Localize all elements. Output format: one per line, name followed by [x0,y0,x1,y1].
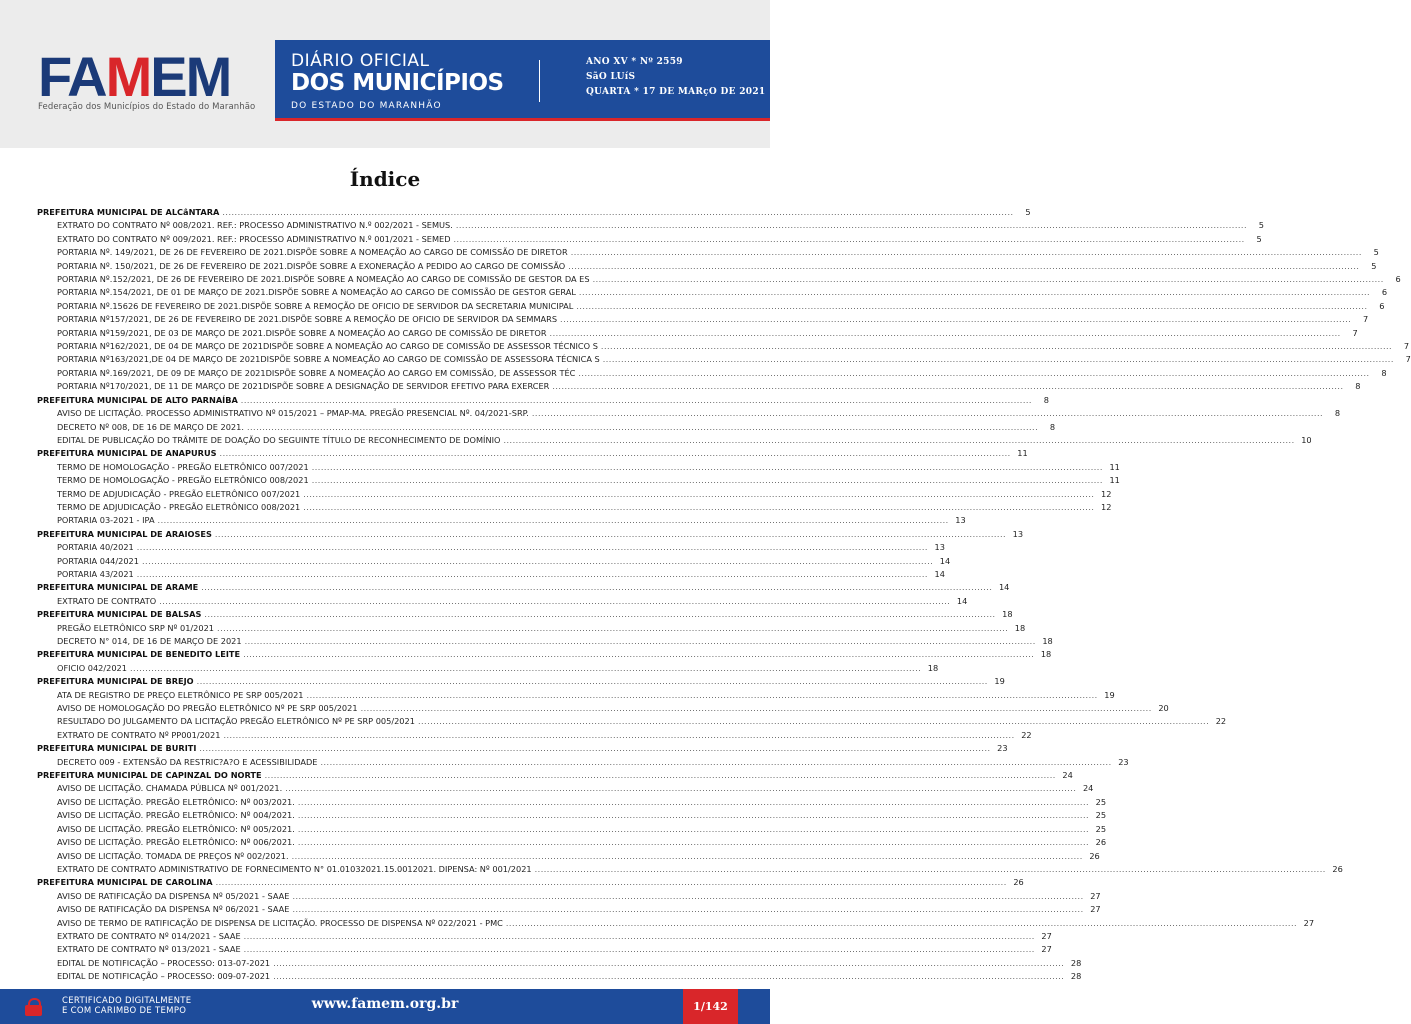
toc-entry-title: TERMO DE HOMOLOGAÇÃO - PREGÃO ELETRÔNICO 007/2021 [57,461,309,472]
dot-leader: .................................................................................................................................................................................................................................................................... [303,489,1095,499]
toc-entry[interactable] [37,635,1053,648]
toc-entry[interactable] [37,273,1401,286]
toc-page-number: 18 [1014,622,1026,633]
dot-leader: .................................................................................................................................................................................................................................................................... [292,905,1084,915]
toc-entry-title: DECRETO 009 - EXTENSÃO DA RESTRIC?A?O E ACESSIBILIDADE [57,756,318,767]
toc-entry[interactable] [37,823,1107,836]
edition-number: ANO XV * Nº 2559 [586,57,683,67]
toc-entry[interactable] [37,246,1379,259]
toc-page-number: 14 [934,568,945,579]
toc-entry[interactable] [37,890,1101,903]
toc-entry-title: RESULTADO DO JULGAMENTO DA LICITAÇÃO PREGÃO ELETRÔNICO Nº PE SRP 005/2021 [57,716,415,727]
dot-leader: .................................................................................................................................................................................................................................................................... [215,878,1007,888]
toc-entry-title: ATA DE REGISTRO DE PREÇO ELETRÔNICO PE SRP 005/2021 [57,689,304,700]
toc-page-number: 7 [1403,341,1410,352]
dot-leader: .................................................................................................................................................................................................................................................................... [244,637,1036,646]
toc-page-number: 8 [1049,421,1056,432]
toc-section-heading[interactable] [37,206,1031,219]
toc-entry-title: PORTARIA Nº.169/2021, DE 09 DE MARÇO DE 2021DISPÕE SOBRE A NOMEAÇÃO AO CARGO EM COMISSÃO, DE ASSESSOR TÉC [57,367,576,378]
toc-page-number: 18 [1002,609,1013,620]
toc-page-number: 7 [1352,327,1358,338]
toc-entry[interactable] [37,957,1082,970]
dot-leader: .................................................................................................................................................................................................................................................................... [455,221,1247,231]
toc-page-number: 5 [1025,207,1031,217]
toc-entry-title: EXTRATO DE CONTRATO [57,595,157,606]
toc-entry-title: EXTRATO DO CONTRATO Nº 008/2021. REF.: PROCESSO ADMINISTRATIVO N.º 002/2021 - SEMUS. [57,220,453,231]
toc-entry-title: PORTARIA 43/2021 [57,568,134,579]
dot-leader: .................................................................................................................................................................................................................................................................... [243,945,1035,955]
toc-page-number: 11 [1109,475,1120,486]
website-link[interactable]: www.famem.org.br [311,996,459,1012]
toc-entry[interactable] [37,850,1100,863]
toc-entry-title: PREFEITURA MUNICIPAL DE CAPINZAL DO NORTE [37,770,262,781]
logo-wordmark: FAMEM [38,45,231,108]
toc-page-number: 13 [955,515,966,526]
cert-line1: CERTIFICADO DIGITALMENTE [62,996,192,1006]
toc-entry-title: PORTARIA Nº.152/2021, DE 26 DE FEVEREIRO DE 2021.DISPÕE SOBRE A NOMEAÇÃO AO CARGO DE COMISSÃO DE GESTOR DA ES [57,274,590,285]
toc-page-number: 5 [1258,220,1264,231]
toc-page-number: 18 [1042,636,1053,646]
toc-page-number: 27 [1303,917,1315,928]
dot-leader: .................................................................................................................................................................................................................................................................... [560,315,1352,325]
dot-leader: .................................................................................................................................................................................................................................................................... [297,797,1090,807]
toc-entry-title: PREFEITURA MUNICIPAL DE BREJO [37,676,194,687]
toc-entry-title: EDITAL DE NOTIFICAÇÃO – PROCESSO: 009-07-2021 [57,971,271,982]
toc-entry[interactable] [37,340,1410,353]
toc-entry[interactable] [37,662,939,675]
toc-entry-title: AVISO DE RATIFICAÇÃO DA DISPENSA Nº 06/2021 - SAAE [57,904,290,915]
toc-page-number: 27 [1090,904,1101,915]
toc-section-heading[interactable] [37,742,1008,755]
toc-entry[interactable] [37,796,1107,809]
toc-entry[interactable] [37,715,1227,728]
toc-entry[interactable] [37,541,945,554]
toc-entry[interactable] [37,903,1101,916]
dot-leader: .................................................................................................................................................................................................................................................................... [157,516,949,526]
toc-entry[interactable] [37,367,1387,380]
dot-leader: .................................................................................................................................................................................................................................................................... [552,382,1344,392]
dot-leader: .................................................................................................................................................................................................................................................................... [159,596,951,606]
toc-entry-title: TERMO DE ADJUDICAÇÃO - PREGÃO ELETRÔNICO 008/2021 [57,501,301,512]
toc-entry-title: AVISO DE LICITAÇÃO. PREGÃO ELETRÔNICO: Nº 006/2021. [57,837,295,848]
toc-entry-title: PREFEITURA MUNICIPAL DE BURITI [37,743,197,754]
toc-page-number: 12 [1101,488,1112,499]
dot-leader: .................................................................................................................................................................................................................................................................... [240,395,1032,405]
dot-leader: .................................................................................................................................................................................................................................................................... [505,918,1298,928]
page-title: Índice [349,167,421,191]
dot-leader: .................................................................................................................................................................................................................................................................... [592,275,1384,285]
dot-leader: .................................................................................................................................................................................................................................................................... [311,476,1103,486]
toc-entry[interactable] [37,514,966,527]
toc-entry[interactable] [37,407,1341,420]
toc-entry-title: DECRETO Nº 008, DE 16 DE MARÇO DE 2021. [57,421,244,432]
toc-entry-title: AVISO DE LICITAÇÃO. PREGÃO ELETRÔNICO: Nº 005/2021. [57,823,295,834]
toc-entry-title: PORTARIA Nº. 150/2021, DE 26 DE FEVEREIRO DE 2021.DISPÕE SOBRE A EXONERAÇÃO A PEDIDO AO CARGO DE COMISSÃO [57,260,566,271]
toc-entry[interactable] [37,756,1129,769]
dot-leader: .................................................................................................................................................................................................................................................................... [600,342,1393,352]
toc-entry[interactable] [37,233,1262,246]
toc-page-number: 24 [1062,770,1073,781]
toc-entry-title: EXTRATO DO CONTRATO Nº 009/2021. REF.: PROCESSO ADMINISTRATIVO N.º 001/2021 - SEMED [57,233,451,244]
toc-section-heading[interactable] [37,675,1005,688]
toc-entry-title: PREFEITURA MUNICIPAL DE CAROLINA [37,877,213,888]
toc-entry-title: PORTARIA Nº170/2021, DE 11 DE MARÇO DE 2021DISPÕE SOBRE A DESIGNAÇÃO DE SERVIDOR EFETIVO PARA EXERCER [57,381,550,392]
toc-entry-title: EXTRATO DE CONTRATO Nº PP001/2021 [57,729,221,740]
toc-page-number: 8 [1334,408,1341,419]
toc-page-number: 12 [1101,501,1112,512]
toc-entry[interactable] [37,917,1315,930]
dot-leader: .................................................................................................................................................................................................................................................................... [297,824,1090,834]
banner-red-stripe [275,118,770,121]
toc-page-number: 23 [997,743,1008,754]
toc-page-number: 25 [1095,796,1107,807]
toc-entry-title: PORTARIA 044/2021 [57,555,139,566]
toc-entry[interactable] [37,260,1377,273]
dot-leader: .................................................................................................................................................................................................................................................................... [578,288,1371,298]
dot-leader: .................................................................................................................................................................................................................................................................... [549,328,1341,338]
toc-entry[interactable] [37,622,1026,635]
toc-entry-title: PREFEITURA MUNICIPAL DE ALTO PARNAÍBA [37,394,238,405]
dot-leader: .................................................................................................................................................................................................................................................................... [273,958,1065,968]
banner-divider [539,60,540,102]
dot-leader: .................................................................................................................................................................................................................................................................... [570,248,1362,258]
toc-section-heading[interactable] [37,528,1024,541]
toc-page-number: 10 [1301,434,1312,445]
toc-page-number: 20 [1158,703,1169,714]
toc-entry[interactable] [37,555,951,568]
toc-entry[interactable] [37,286,1388,299]
toc-entry-title: PREGÃO ELETRÔNICO SRP Nº 01/2021 [57,622,215,633]
toc-entry-title: PORTARIA Nº162/2021, DE 04 DE MARÇO DE 2021DISPÕE SOBRE A NOMEAÇÃO AO CARGO DE COMISSÃO DE ASSESSOR TÉCNICO S [57,341,598,352]
toc-page-number: 14 [956,595,968,606]
masthead [0,0,770,148]
dot-leader: .................................................................................................................................................................................................................................................................... [417,717,1210,727]
footer-bar [0,989,770,1024]
toc-page-number: 27 [1041,944,1052,955]
toc-entry[interactable] [37,782,1094,795]
dot-leader: .................................................................................................................................................................................................................................................................... [576,301,1368,311]
toc-entry[interactable] [37,421,1056,434]
toc-page-number: 19 [994,676,1005,687]
toc-entry[interactable] [37,219,1264,232]
banner-line1: DIÁRIO OFICIAL [291,51,430,71]
toc-entry-title: PORTARIA Nº.15626 DE FEVEREIRO DE 2021.DISPÕE SOBRE A REMOÇÃO DE OFICIO DE SERVIDOR DA SECRETARIA MUNICIPAL [57,300,574,311]
toc-entry-title: PREFEITURA MUNICIPAL DE ARAIOSES [37,528,212,539]
dot-leader: .................................................................................................................................................................................................................................................................... [136,569,928,579]
toc-page-number: 11 [1109,461,1120,472]
toc-entry-title: EDITAL DE NOTIFICAÇÃO – PROCESSO: 013-07-2021 [57,957,271,968]
toc-section-heading[interactable] [37,769,1073,782]
dot-leader: .................................................................................................................................................................................................................................................................... [141,556,934,566]
toc-entry[interactable] [37,943,1052,956]
toc-entry-title: AVISO DE LICITAÇÃO. TOMADA DE PREÇOS Nº 002/2021. [57,850,289,861]
toc-page-number: 13 [1012,528,1024,539]
cert-line2: E COM CARIMBO DE TEMPO [62,1006,187,1016]
dot-leader: .................................................................................................................................................................................................................................................................... [453,234,1245,244]
toc-entry-title: PREFEITURA MUNICIPAL DE ARAME [37,582,199,593]
toc-entry-title: PORTARIA Nº157/2021, DE 26 DE FEVEREIRO DE 2021.DISPÕE SOBRE A REMOÇÃO DE OFICIO DE SERVIDOR DA SEMMARS [57,314,558,325]
toc-page-number: 8 [1043,394,1049,405]
toc-page-number: 27 [1041,930,1052,941]
toc-entry-title: AVISO DE TERMO DE RATIFICAÇÃO DE DISPENSA DE LICITAÇÃO. PROCESSO DE DISPENSA Nº 022/2021 - PMC [57,917,503,928]
toc-entry[interactable] [37,300,1385,313]
toc-page-number: 6 [1381,287,1388,298]
toc-entry-title: PREFEITURA MUNICIPAL DE BALSAS [37,609,202,620]
dot-leader: .................................................................................................................................................................................................................................................................... [136,543,928,553]
toc-entry-title: DECRETO N° 014, DE 16 DE MARÇO DE 2021 [57,636,242,646]
toc-page-number: 26 [1013,877,1024,888]
toc-entry[interactable] [37,568,945,581]
toc-entry[interactable] [37,313,1369,326]
dot-leader: .................................................................................................................................................................................................................................................................... [129,663,922,673]
toc-entry[interactable] [37,434,1312,447]
banner-line2: DOS MUNICÍPIOS [291,70,504,96]
toc-entry[interactable] [37,809,1107,822]
edition-city: SãO LUíS [586,72,636,82]
toc-entry-title: PORTARIA Nº163/2021,DE 04 DE MARÇO DE 2021DISPÕE SOBRE A NOMEAÇÃO AO CARGO DE COMISSÃO DE ASSESSORA TÉCNICA S [57,354,600,365]
toc-page-number: 8 [1355,381,1361,392]
dot-leader: .................................................................................................................................................................................................................................................................... [306,690,1098,700]
toc-page-number: 27 [1090,890,1101,901]
toc-page-number: 5 [1371,260,1377,271]
toc-entry-title: PORTARIA Nº.154/2021, DE 01 DE MARÇO DE 2021.DISPÕE SOBRE A NOMEAÇÃO AO CARGO DE COMISSÃO DE GESTOR GERAL [57,287,576,298]
toc-entry-title: PREFEITURA MUNICIPAL DE ANAPURUS [37,448,217,459]
dot-leader: .................................................................................................................................................................................................................................................................... [214,529,1007,539]
toc-entry[interactable] [37,327,1358,340]
toc-entry[interactable] [37,702,1169,715]
toc-entry-title: EDITAL DE PUBLICAÇÃO DO TRÂMITE DE DOAÇÃO DO SEGUINTE TÍTULO DE RECONHECIMENTO DE DOMÍNIO [57,434,501,445]
table-of-contents [37,206,1411,984]
toc-entry[interactable] [37,836,1107,849]
toc-entry-title: AVISO DE LICITAÇÃO. PREGÃO ELETRÔNICO: Nº 004/2021. [57,810,295,821]
toc-section-heading[interactable] [37,447,1028,460]
toc-entry-title: AVISO DE LICITAÇÃO. PREGÃO ELETRÔNICO: Nº 003/2021. [57,796,295,807]
dot-leader: .................................................................................................................................................................................................................................................................... [199,744,991,754]
toc-entry-title: PORTARIA Nº. 149/2021, DE 26 DE FEVEREIRO DE 2021.DISPÕE SOBRE A NOMEAÇÃO AO CARGO DE COMISSÃO DE DIRETOR [57,247,568,258]
toc-page-number: 19 [1104,689,1115,700]
famem-logo [38,45,256,112]
toc-entry[interactable] [37,488,1112,501]
toc-page-number: 14 [998,582,1010,593]
toc-entry-title: EXTRATO DE CONTRATO ADMINISTRATIVO DE FORNECIMENTO N° 01.01032021.15.0012021. DIPENSA: Nº 001/2021 [57,863,532,874]
toc-page-number: 6 [1379,300,1385,311]
dot-leader: .................................................................................................................................................................................................................................................................... [246,422,1039,432]
dot-leader: .................................................................................................................................................................................................................................................................... [297,811,1090,821]
toc-entry-title: PREFEITURA MUNICIPAL DE BENEDITO LEITE [37,649,241,660]
toc-page-number: 25 [1095,810,1107,821]
toc-page-number: 25 [1095,823,1107,834]
dot-leader: .................................................................................................................................................................................................................................................................... [222,208,1014,217]
toc-page-number: 22 [1021,729,1032,740]
dot-leader: .................................................................................................................................................................................................................................................................... [531,409,1324,419]
toc-page-number: 26 [1332,863,1343,874]
toc-page-number: 5 [1256,233,1262,244]
dot-leader: .................................................................................................................................................................................................................................................................... [219,449,1011,459]
toc-entry-title: AVISO DE HOMOLOGAÇÃO DO PREGÃO ELETRÔNICO Nº PE SRP 005/2021 [57,703,358,714]
dot-leader: .................................................................................................................................................................................................................................................................... [243,931,1035,941]
toc-entry-title: AVISO DE LICITAÇÃO. CHAMADA PÚBLICA Nº 001/2021. [57,783,283,794]
toc-entry[interactable] [37,863,1343,876]
dot-leader: .................................................................................................................................................................................................................................................................... [534,864,1326,874]
toc-page-number: 5 [1373,247,1379,258]
toc-page-number: 26 [1095,837,1107,848]
dot-leader: .................................................................................................................................................................................................................................................................... [285,784,1077,794]
toc-entry-title: OFICIO 042/2021 [57,662,127,673]
dot-leader: .................................................................................................................................................................................................................................................................... [578,368,1370,378]
dot-leader: .................................................................................................................................................................................................................................................................... [223,730,1015,740]
toc-page-number: 7 [1405,354,1411,365]
dot-leader: .................................................................................................................................................................................................................................................................... [602,355,1394,365]
toc-entry-title: TERMO DE HOMOLOGAÇÃO - PREGÃO ELETRÔNICO 008/2021 [57,475,309,486]
banner-line3: DO ESTADO DO MARANHÃO [291,101,442,111]
dot-leader: .................................................................................................................................................................................................................................................................... [243,650,1035,660]
toc-entry-title: AVISO DE LICITAÇÃO. PROCESSO ADMINISTRATIVO Nº 015/2021 – PMAP-MA. PREGÃO PRESENCIAL Nº. 04/2021-SRP. [57,408,529,419]
dot-leader: .................................................................................................................................................................................................................................................................... [303,502,1095,512]
toc-section-heading[interactable] [37,394,1049,407]
toc-entry-title: EXTRATO DE CONTRATO Nº 014/2021 - SAAE [57,930,241,941]
toc-section-heading[interactable] [37,876,1024,889]
dot-leader: .................................................................................................................................................................................................................................................................... [204,610,996,620]
toc-section-heading[interactable] [37,648,1052,661]
dot-leader: .................................................................................................................................................................................................................................................................... [217,623,1009,633]
toc-entry[interactable] [37,461,1120,474]
page-number: 1/142 [683,989,738,1024]
toc-page-number: 28 [1070,971,1082,982]
toc-page-number: 8 [1381,367,1387,378]
logo-subtitle: Federação dos Municípios do Estado do Maranhão [38,102,256,112]
toc-page-number: 13 [934,542,945,553]
toc-entry-title: PORTARIA 40/2021 [57,542,134,553]
toc-entry[interactable] [37,689,1115,702]
toc-entry[interactable] [37,595,968,608]
toc-entry-title: TERMO DE ADJUDICAÇÃO - PREGÃO ELETRÔNICO 007/2021 [57,488,301,499]
toc-page-number: 6 [1395,274,1401,285]
toc-entry[interactable] [37,970,1082,983]
toc-entry-title: PORTARIA 03-2021 - IPA [57,515,155,526]
toc-section-heading[interactable] [37,608,1013,621]
toc-entry-title: EXTRATO DE CONTRATO Nº 013/2021 - SAAE [57,944,241,955]
toc-page-number: 18 [1040,649,1052,660]
edition-date: QUARTA * 17 DE MARçO DE 2021 [586,87,766,97]
toc-page-number: 28 [1070,957,1082,968]
dot-leader: .................................................................................................................................................................................................................................................................... [201,583,993,593]
dot-leader: .................................................................................................................................................................................................................................................................... [297,838,1090,848]
dot-leader: .................................................................................................................................................................................................................................................................... [292,891,1084,901]
dot-leader: .................................................................................................................................................................................................................................................................... [320,757,1112,767]
toc-entry[interactable] [37,353,1411,366]
dot-leader: .................................................................................................................................................................................................................................................................... [196,677,988,687]
dot-leader: .................................................................................................................................................................................................................................................................... [360,704,1152,714]
dot-leader: .................................................................................................................................................................................................................................................................... [503,435,1295,445]
toc-entry[interactable] [37,380,1361,393]
dot-leader: .................................................................................................................................................................................................................................................................... [311,462,1103,472]
dot-leader: .................................................................................................................................................................................................................................................................... [568,261,1360,271]
toc-section-heading[interactable] [37,581,1010,594]
toc-entry[interactable] [37,930,1052,943]
toc-page-number: 14 [939,555,951,566]
toc-page-number: 23 [1118,756,1129,767]
toc-page-number: 7 [1363,314,1369,325]
toc-page-number: 18 [927,662,939,673]
dot-leader: .................................................................................................................................................................................................................................................................... [291,851,1083,861]
toc-entry[interactable] [37,501,1112,514]
toc-page-number: 26 [1089,850,1100,861]
toc-page-number: 11 [1017,448,1028,459]
toc-entry[interactable] [37,474,1120,487]
dot-leader: .................................................................................................................................................................................................................................................................... [264,771,1056,781]
publication-banner [275,40,770,118]
toc-entry-title: PORTARIA Nº159/2021, DE 03 DE MARÇO DE 2021.DISPÕE SOBRE A NOMEAÇÃO AO CARGO DE COMISSÃO DE DIRETOR [57,327,547,338]
toc-page-number: 22 [1215,716,1227,727]
toc-page-number: 24 [1082,783,1094,794]
toc-entry[interactable] [37,729,1032,742]
dot-leader: .................................................................................................................................................................................................................................................................... [273,972,1065,982]
toc-entry-title: PREFEITURA MUNICIPAL DE ALCâNTARA [37,207,220,217]
toc-entry-title: AVISO DE RATIFICAÇÃO DA DISPENSA Nº 05/2021 - SAAE [57,890,290,901]
